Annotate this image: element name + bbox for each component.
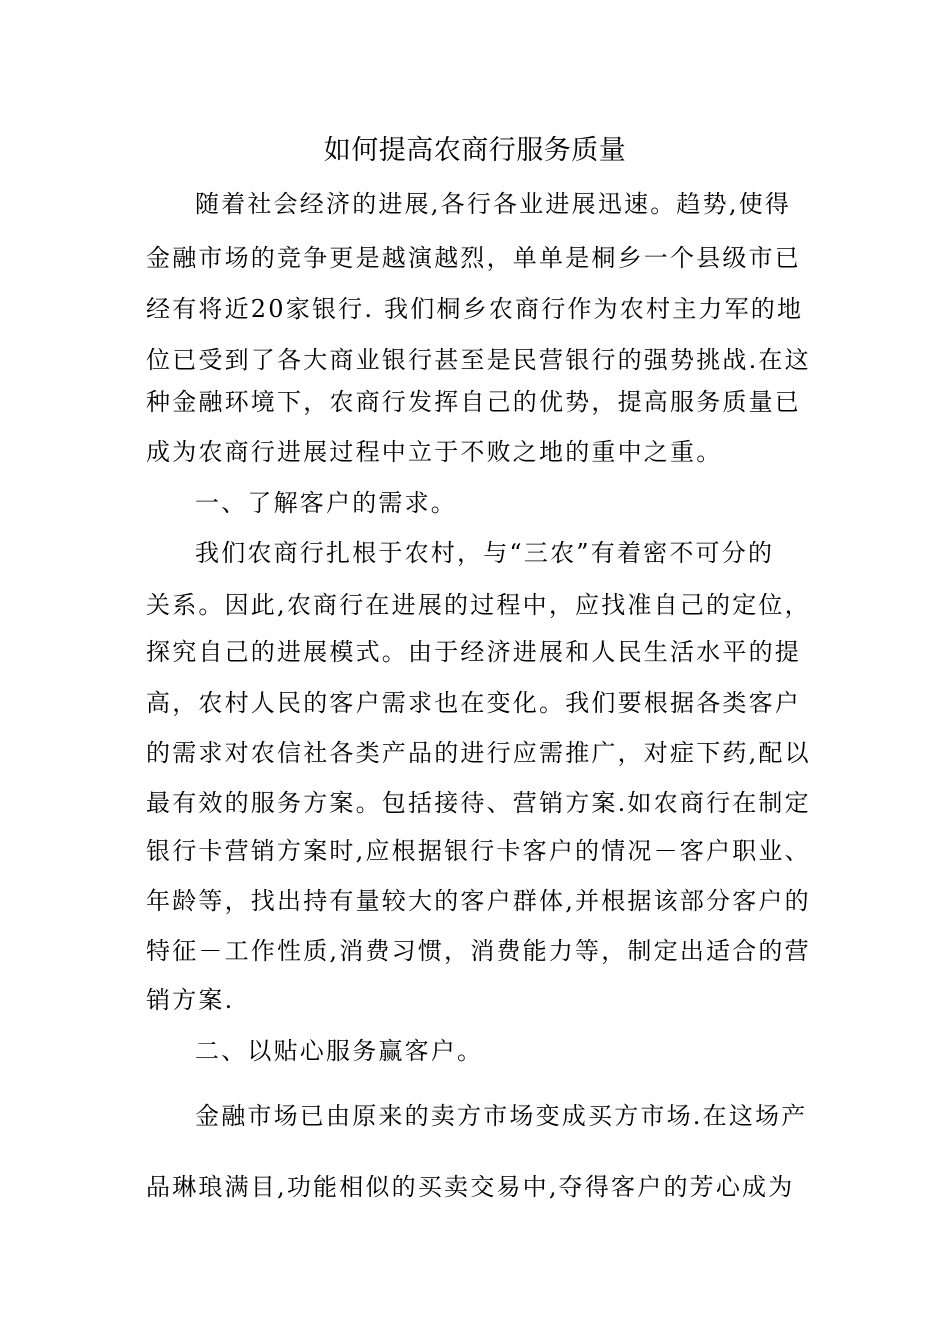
paragraph-line: 年龄等，找出持有量较大的客户群体,并根据该部分客户的: [146, 887, 811, 915]
paragraph-line: 金融市场已由原来的卖方市场变成买方市场.在这场产: [195, 1102, 808, 1130]
paragraph-line: 的需求对农信社各类产品的进行应需推广，对症下药,配以: [146, 739, 811, 767]
paragraph-line: 种金融环境下，农商行发挥自己的优势，提高服务质量已: [146, 388, 801, 416]
paragraph-line: 关系。因此,农商行在进展的过程中，应找准自己的定位，: [146, 591, 811, 619]
paragraph-line: 最有效的服务方案。包括接待、营销方案.如农商行在制定: [146, 789, 811, 817]
paragraph-line: 销方案.: [146, 986, 235, 1014]
paragraph-line: 特征－工作性质,消费习惯，消费能力等，制定出适合的营: [146, 937, 811, 965]
paragraph-line: 我们农商行扎根于农村，与“三农”有着密不可分的: [195, 539, 775, 567]
paragraph-line: 位已受到了各大商业银行甚至是民营银行的强势挑战.在这: [146, 346, 811, 374]
paragraph-line: 经有将近20家银行. 我们桐乡农商行作为农村主力军的地: [146, 295, 804, 323]
section-heading: 二、以贴心服务赢客户。: [195, 1037, 484, 1065]
paragraph-line: 随着社会经济的进展,各行各业进展迅速。趋势,使得: [195, 190, 792, 218]
paragraph-line: 成为农商行进展过程中立于不败之地的重中之重。: [146, 438, 723, 466]
paragraph-line: 高，农村人民的客户需求也在变化。我们要根据各类客户: [146, 689, 801, 717]
paragraph-line: 银行卡营销方案时,应根据银行卡客户的情况－客户职业、: [146, 837, 811, 865]
paragraph-line: 金融市场的竞争更是越演越烈，单单是桐乡一个县级市已: [146, 244, 801, 272]
paragraph-line: 探究自己的进展模式。由于经济进展和人民生活水平的提: [146, 638, 801, 666]
paragraph-line: 品琳琅满目,功能相似的买卖交易中,夺得客户的芳心成为: [146, 1173, 795, 1201]
section-heading: 一、了解客户的需求。: [195, 489, 457, 517]
document-title: 如何提高农商行服务质量: [323, 135, 627, 166]
